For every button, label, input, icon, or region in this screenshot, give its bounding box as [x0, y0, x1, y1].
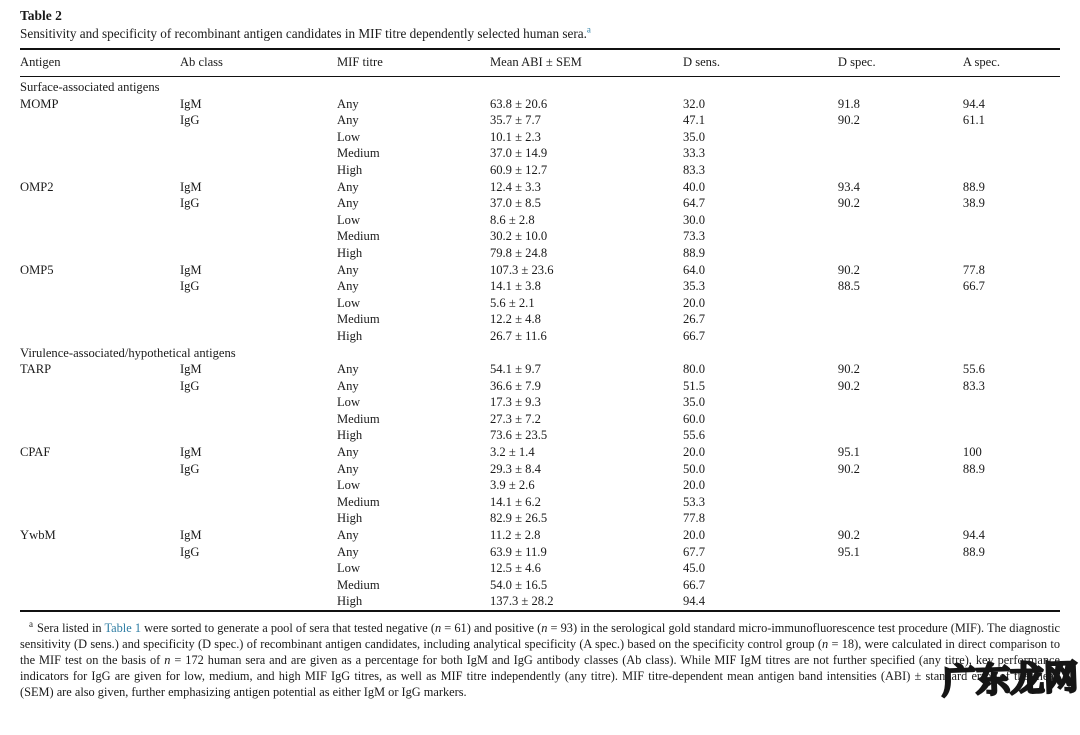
cell-d-sens: 55.6 [682, 428, 705, 443]
cell-d-spec [838, 245, 963, 262]
cell-mean-abi: 35.7 ± 7.7 [489, 113, 541, 128]
cell-mean-abi: 36.6 ± 7.9 [489, 378, 541, 393]
cell-d-spec: 95.1 [837, 544, 860, 559]
cell-d-sens: 26.7 [682, 312, 705, 327]
cell-ab-class: IgG [179, 113, 200, 128]
cell-mif-titre: Medium [336, 312, 380, 327]
cell-mean-abi: 14.1 ± 3.8 [489, 279, 541, 294]
cell-mif-titre: High [336, 428, 363, 443]
cell-d-sens: 35.0 [682, 395, 705, 410]
table-row [20, 510, 1060, 527]
cell-mif-titre: High [336, 162, 363, 177]
footnote-marker: a [29, 618, 33, 629]
cell-d-spec [838, 129, 963, 146]
cell-a-spec: 66.7 [962, 279, 985, 294]
cell-antigen [20, 378, 180, 395]
footnote [20, 618, 1061, 701]
cell-a-spec [963, 427, 1060, 444]
cell-antigen [20, 129, 180, 146]
cell-mean-abi: 10.1 ± 2.3 [489, 129, 541, 144]
cell-a-spec [963, 145, 1060, 162]
table-row [20, 245, 1060, 262]
table-row [20, 262, 1060, 279]
table-row [20, 112, 1060, 129]
cell-ab-class [180, 577, 337, 594]
cell-d-sens: 30.0 [682, 212, 705, 227]
cell-mean-abi: 37.0 ± 14.9 [489, 146, 548, 161]
cell-mif-titre: Medium [336, 146, 380, 161]
cell-mean-abi: 60.9 ± 12.7 [489, 162, 548, 177]
column-header: MIF titre [337, 49, 490, 77]
cell-antigen [20, 145, 180, 162]
cell-ab-class [180, 162, 337, 179]
cell-mif-titre: High [336, 511, 363, 526]
cell-a-spec: 55.6 [962, 362, 985, 377]
cell-d-sens: 32.0 [682, 96, 705, 111]
cell-antigen [20, 494, 180, 511]
cell-mean-abi: 73.6 ± 23.5 [489, 428, 548, 443]
cell-antigen [20, 278, 180, 295]
cell-d-spec: 90.2 [837, 461, 860, 476]
cell-mean-abi: 14.1 ± 6.2 [489, 494, 541, 509]
cell-d-sens: 53.3 [682, 494, 705, 509]
cell-mif-titre: Any [336, 445, 359, 460]
cell-a-spec: 88.9 [962, 179, 985, 194]
cell-mean-abi: 12.2 ± 4.8 [489, 312, 541, 327]
table-row [20, 560, 1060, 577]
cell-d-sens: 51.5 [682, 378, 705, 393]
section-header-row [20, 345, 1060, 362]
cell-ab-class: IgM [179, 362, 202, 377]
cell-d-spec: 90.2 [837, 196, 860, 211]
cell-antigen: MOMP [20, 96, 59, 111]
cell-mif-titre: Any [336, 196, 359, 211]
cell-antigen [20, 394, 180, 411]
table-row [20, 361, 1060, 378]
cell-d-sens: 94.4 [682, 594, 705, 609]
cell-mean-abi: 12.5 ± 4.6 [489, 561, 541, 576]
table-row [20, 162, 1060, 179]
table-row [20, 577, 1060, 594]
cell-mean-abi: 8.6 ± 2.8 [489, 212, 535, 227]
cell-a-spec [963, 212, 1060, 229]
cell-a-spec [963, 510, 1060, 527]
cell-mif-titre: Low [336, 212, 361, 227]
results-table [20, 48, 1060, 612]
cell-antigen [20, 427, 180, 444]
cell-mean-abi: 63.9 ± 11.9 [489, 544, 547, 559]
cell-a-spec [963, 494, 1060, 511]
table-row [20, 278, 1060, 295]
cell-a-spec: 88.9 [962, 544, 985, 559]
cell-a-spec [963, 245, 1060, 262]
cell-ab-class [180, 228, 337, 245]
cell-ab-class [180, 129, 337, 146]
cell-ab-class: IgM [179, 445, 202, 460]
cell-d-spec [838, 295, 963, 312]
table-row [20, 378, 1060, 395]
footnote-text: n [164, 652, 171, 667]
cell-antigen: TARP [20, 362, 52, 377]
cell-d-spec: 90.2 [837, 113, 860, 128]
cell-ab-class [180, 328, 337, 345]
cell-ab-class: IgM [179, 179, 202, 194]
cell-d-spec [838, 411, 963, 428]
table-row [20, 295, 1060, 312]
cell-d-spec: 90.2 [837, 262, 860, 277]
cell-mean-abi: 107.3 ± 23.6 [489, 262, 554, 277]
cell-antigen [20, 328, 180, 345]
cell-antigen [20, 577, 180, 594]
cell-mean-abi: 11.2 ± 2.8 [489, 528, 541, 543]
cell-ab-class [180, 593, 337, 611]
cell-a-spec [963, 477, 1060, 494]
cell-antigen [20, 411, 180, 428]
cell-mif-titre: Any [336, 528, 359, 543]
cell-mean-abi: 3.9 ± 2.6 [489, 478, 535, 493]
table-row [20, 527, 1060, 544]
table-row [20, 394, 1060, 411]
table-row [20, 228, 1060, 245]
cell-d-sens: 35.0 [682, 129, 705, 144]
cell-d-sens: 60.0 [682, 411, 705, 426]
cell-mif-titre: Medium [336, 577, 380, 592]
cell-mean-abi: 3.2 ± 1.4 [489, 445, 535, 460]
cell-antigen [20, 245, 180, 262]
cell-mean-abi: 63.8 ± 20.6 [489, 96, 548, 111]
cell-antigen [20, 212, 180, 229]
cell-mean-abi: 54.0 ± 16.5 [489, 577, 548, 592]
cell-mean-abi: 17.3 ± 9.3 [489, 395, 541, 410]
cell-d-sens: 20.0 [682, 478, 705, 493]
table-row [20, 411, 1060, 428]
cell-d-spec: 90.2 [837, 362, 860, 377]
cell-ab-class [180, 427, 337, 444]
cell-ab-class [180, 477, 337, 494]
section-label: Surface-associated antigens [20, 80, 160, 94]
cell-antigen [20, 311, 180, 328]
cell-mif-titre: Any [336, 113, 359, 128]
cell-d-sens: 50.0 [682, 461, 705, 476]
cell-a-spec: 77.8 [962, 262, 985, 277]
table-row [20, 477, 1060, 494]
cell-d-spec [838, 328, 963, 345]
cell-d-spec [838, 477, 963, 494]
cell-d-sens: 47.1 [682, 113, 705, 128]
table-row [20, 461, 1060, 478]
cell-mean-abi: 30.2 ± 10.0 [489, 229, 548, 244]
cell-mif-titre: Low [336, 478, 361, 493]
cell-a-spec [963, 394, 1060, 411]
cell-d-sens: 33.3 [682, 146, 705, 161]
cell-mean-abi: 79.8 ± 24.8 [489, 245, 548, 260]
cell-mif-titre: Medium [336, 411, 380, 426]
table-1-link[interactable]: Table 1 [104, 621, 141, 635]
cell-mif-titre: Medium [336, 229, 380, 244]
cell-d-spec [838, 510, 963, 527]
cell-antigen [20, 162, 180, 179]
cell-antigen [20, 228, 180, 245]
cell-a-spec [963, 311, 1060, 328]
cell-a-spec: 100 [962, 445, 982, 460]
cell-d-spec: 88.5 [837, 279, 860, 294]
cell-d-spec [838, 228, 963, 245]
cell-mif-titre: High [336, 328, 363, 343]
cell-d-spec [838, 577, 963, 594]
cell-a-spec [963, 593, 1060, 611]
cell-mean-abi: 26.7 ± 11.6 [489, 328, 547, 343]
cell-d-sens: 45.0 [682, 561, 705, 576]
cell-ab-class: IgG [179, 378, 200, 393]
table-row [20, 195, 1060, 212]
cell-a-spec: 88.9 [962, 461, 985, 476]
section-header-row [20, 77, 1060, 96]
cell-a-spec: 38.9 [962, 196, 985, 211]
table-row [20, 212, 1060, 229]
cell-antigen [20, 510, 180, 527]
cell-d-sens: 66.7 [682, 577, 705, 592]
watermark: 广东龙网 [941, 657, 1079, 702]
cell-d-spec: 91.8 [837, 96, 860, 111]
cell-ab-class [180, 494, 337, 511]
cell-antigen: OMP2 [20, 179, 54, 194]
cell-antigen [20, 295, 180, 312]
cell-d-spec: 90.2 [837, 378, 860, 393]
cell-antigen: CPAF [20, 445, 51, 460]
cell-d-sens: 73.3 [682, 229, 705, 244]
cell-a-spec: 94.4 [962, 528, 985, 543]
table-row [20, 311, 1060, 328]
table-row [20, 145, 1060, 162]
footnote-text: = 18), were calculated in direct comparison to the MIF test on the basis of [20, 636, 1060, 667]
cell-d-sens: 20.0 [682, 295, 705, 310]
cell-d-sens: 77.8 [682, 511, 705, 526]
cell-ab-class: IgG [179, 279, 200, 294]
footnote-text: = 61) and positive ( [441, 621, 542, 635]
cell-antigen: OMP5 [20, 262, 54, 277]
cell-d-sens: 66.7 [682, 328, 705, 343]
cell-mif-titre: Low [336, 561, 361, 576]
cell-ab-class: IgM [179, 96, 202, 111]
table-row [20, 328, 1060, 345]
cell-d-spec: 93.4 [837, 179, 860, 194]
cell-mif-titre: Any [336, 279, 359, 294]
cell-d-spec [838, 145, 963, 162]
cell-ab-class [180, 311, 337, 328]
cell-ab-class [180, 560, 337, 577]
cell-d-spec: 90.2 [837, 528, 860, 543]
cell-a-spec [963, 162, 1060, 179]
cell-ab-class [180, 245, 337, 262]
table-title: Table 2 [20, 8, 62, 23]
caption-footnote-marker: a [586, 24, 591, 35]
cell-ab-class: IgM [179, 528, 202, 543]
cell-mif-titre: Any [336, 544, 359, 559]
cell-mean-abi: 12.4 ± 3.3 [489, 179, 541, 194]
cell-mif-titre: Any [336, 96, 359, 111]
cell-d-sens: 20.0 [682, 528, 705, 543]
table-row [20, 129, 1060, 146]
cell-antigen [20, 593, 180, 611]
cell-a-spec: 94.4 [962, 96, 985, 111]
table-row [20, 444, 1060, 461]
cell-ab-class: IgG [179, 196, 200, 211]
cell-a-spec [963, 295, 1060, 312]
table-row [20, 494, 1060, 511]
footnote-text: = 93) in the serological gold standard micro-immunofluorescence test procedure (MIF). The diagnostic sensitivity (D sens.) and specificity (D spec.) of recombinant antigen candidates, including analytical specificity (A spec.) based on the specificity control group ( [20, 621, 1061, 651]
cell-d-sens: 64.7 [682, 196, 705, 211]
cell-a-spec: 83.3 [962, 378, 985, 393]
cell-d-spec [838, 212, 963, 229]
cell-mif-titre: Any [336, 461, 359, 476]
cell-d-spec [838, 560, 963, 577]
cell-mif-titre: Low [336, 395, 361, 410]
section-label: Virulence-associated/hypothetical antigens [20, 345, 236, 360]
cell-d-sens: 83.3 [682, 162, 705, 177]
cell-d-sens: 40.0 [682, 179, 705, 194]
table-row [20, 593, 1060, 611]
cell-antigen [20, 112, 180, 129]
cell-antigen [20, 461, 180, 478]
column-header: D spec. [838, 49, 963, 77]
cell-mean-abi: 137.3 ± 28.2 [489, 594, 554, 609]
cell-mean-abi: 5.6 ± 2.1 [489, 295, 535, 310]
cell-a-spec [963, 411, 1060, 428]
cell-a-spec [963, 577, 1060, 594]
cell-d-sens: 80.0 [682, 362, 705, 377]
column-header: Mean ABI ± SEM [490, 49, 683, 77]
cell-d-spec: 95.1 [837, 445, 860, 460]
cell-mif-titre: Low [336, 295, 361, 310]
cell-antigen: YwbM [20, 528, 56, 543]
cell-a-spec: 61.1 [962, 113, 985, 128]
cell-ab-class: IgG [179, 461, 200, 476]
cell-ab-class: IgG [179, 544, 200, 559]
cell-mif-titre: Any [336, 362, 359, 377]
table-row [20, 179, 1060, 196]
cell-mif-titre: Low [336, 129, 361, 144]
cell-d-sens: 64.0 [682, 262, 705, 277]
cell-a-spec [963, 129, 1060, 146]
cell-ab-class [180, 394, 337, 411]
cell-d-spec [838, 162, 963, 179]
column-header: D sens. [683, 49, 838, 77]
cell-antigen [20, 544, 180, 561]
table-header-row [20, 49, 1060, 77]
cell-antigen [20, 477, 180, 494]
cell-mif-titre: Any [336, 179, 359, 194]
cell-mean-abi: 82.9 ± 26.5 [489, 511, 548, 526]
footnote-text: Sera listed in [37, 621, 105, 635]
cell-d-sens: 20.0 [682, 445, 705, 460]
cell-mif-titre: High [336, 594, 363, 609]
cell-ab-class [180, 411, 337, 428]
column-header: A spec. [963, 49, 1060, 77]
cell-mif-titre: Any [336, 262, 359, 277]
cell-mif-titre: Medium [336, 494, 380, 509]
cell-ab-class [180, 212, 337, 229]
cell-mif-titre: Any [336, 378, 359, 393]
cell-d-sens: 88.9 [682, 245, 705, 260]
cell-mean-abi: 27.3 ± 7.2 [489, 411, 541, 426]
footnote-text: were sorted to generate a pool of sera that tested negative ( [141, 621, 435, 635]
cell-ab-class [180, 510, 337, 527]
column-header: Ab class [180, 49, 337, 77]
cell-ab-class: IgM [179, 262, 202, 277]
table-row [20, 96, 1060, 113]
footnote-text: = 172 human sera and are given as a percentage for both IgM and IgG antibody classes (Ab class). While MIF IgM titres are not further specified (any titre), key performance indicators for IgG are given for low, medium, and high MIF IgG titres, as well as MIF titre independently (any titre). MIF titre-dependent mean antigen band intensities (ABI) ± standard error of the mean (SEM) are also given, further emphasizing antigen potential as either IgM or IgG markers. [20, 652, 1060, 699]
cell-a-spec [963, 228, 1060, 245]
cell-d-spec [838, 494, 963, 511]
cell-d-spec [838, 311, 963, 328]
cell-d-sens: 35.3 [682, 279, 705, 294]
footnote-text: n [541, 621, 548, 635]
column-header: Antigen [20, 49, 180, 77]
cell-d-spec [838, 593, 963, 611]
footnote-text: n [434, 621, 442, 635]
table-row [20, 544, 1060, 561]
cell-d-spec [838, 394, 963, 411]
cell-a-spec [963, 560, 1060, 577]
cell-mean-abi: 54.1 ± 9.7 [489, 362, 541, 377]
cell-antigen [20, 195, 180, 212]
cell-ab-class [180, 145, 337, 162]
cell-mean-abi: 29.3 ± 8.4 [489, 461, 541, 476]
cell-mean-abi: 37.0 ± 8.5 [489, 196, 541, 211]
cell-mif-titre: High [336, 245, 363, 260]
table-caption [20, 25, 1060, 42]
table-caption-text: Sensitivity and specificity of recombinant antigen candidates in MIF titre dependently selected human sera. [20, 26, 587, 41]
cell-ab-class [180, 295, 337, 312]
footnote-text: n [822, 636, 829, 651]
table-row [20, 427, 1060, 444]
cell-a-spec [963, 328, 1060, 345]
cell-d-sens: 67.7 [682, 544, 705, 559]
cell-d-spec [838, 427, 963, 444]
cell-antigen [20, 560, 180, 577]
